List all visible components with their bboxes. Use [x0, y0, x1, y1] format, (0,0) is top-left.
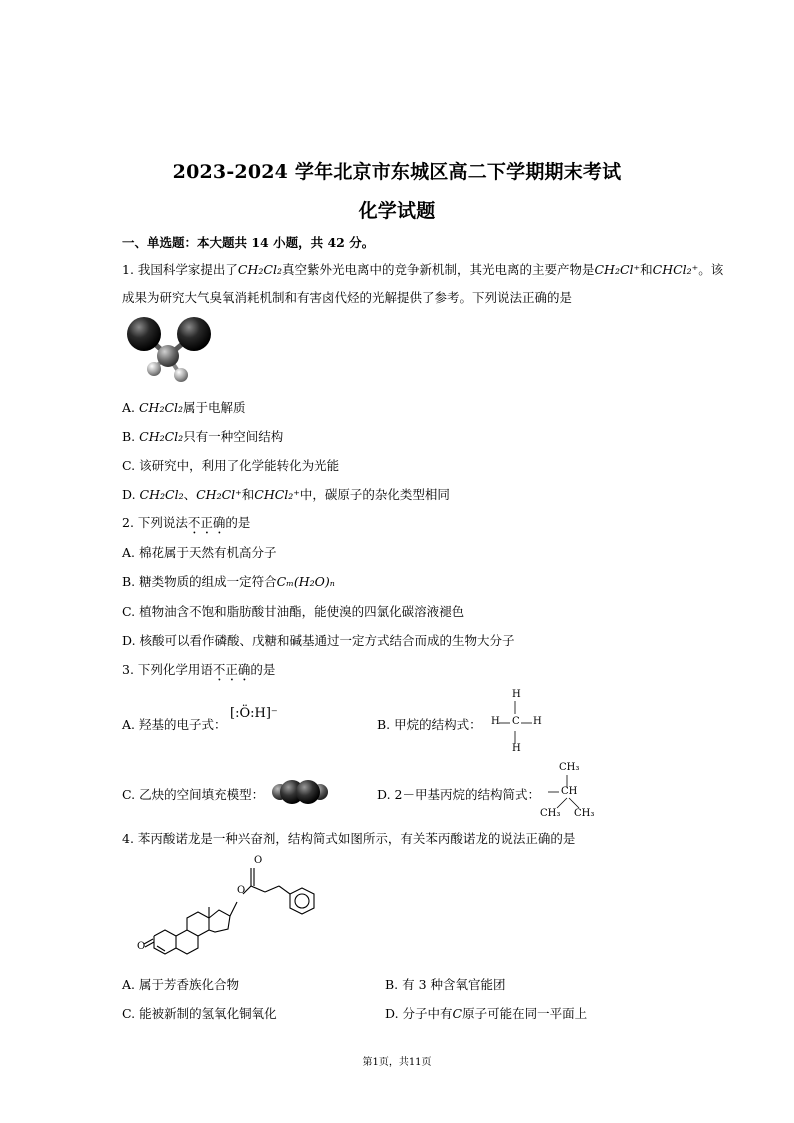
- q1-option-b-label: B.: [122, 429, 140, 444]
- page-footer: 第1页，共11页: [362, 1057, 432, 1068]
- q3-option-c[interactable]: C. 乙炔的空间填充模型：: [122, 787, 265, 802]
- q2-option-b[interactable]: [122, 572, 335, 590]
- q3-stem-a: 3. 下列化学用语: [122, 662, 213, 677]
- exam-title: 2023-2024 学年北京市东城区高二下学期期末考试: [172, 161, 622, 183]
- q3-option-d[interactable]: D. 2－甲基丙烷的结构简式：: [377, 787, 540, 802]
- q4-option-a[interactable]: A. 属于芳香族化合物: [122, 977, 239, 992]
- q2-stem-emphasis: 不正确: [187, 515, 226, 530]
- q1-option-d-formula-1: CH₂Cl₂: [139, 487, 184, 502]
- q4-option-d-text-a: D. 分子中有: [385, 1006, 453, 1021]
- q1-option-d-label: D.: [122, 487, 140, 502]
- q1-option-d-text: 中，碳原子的杂化类型相同: [299, 487, 450, 502]
- methane-h-left: H: [491, 716, 500, 727]
- q4-option-d[interactable]: [385, 1004, 587, 1022]
- q1-option-d[interactable]: [122, 485, 450, 503]
- ester-carbonyl-o: O: [254, 855, 263, 866]
- q1-option-c[interactable]: C. 该研究中，利用了化学能转化为光能: [122, 458, 340, 473]
- q2-option-d[interactable]: D. 核酸可以看作磷酸、戊糖和碱基通过一定方式结合而成的生物大分子: [122, 633, 515, 648]
- q1-option-d-formula-2: CH₂Cl⁺: [196, 487, 242, 502]
- isobutane-ch3-right: CH₃: [574, 808, 595, 819]
- q1-option-a-label: A.: [122, 400, 139, 415]
- q1-option-a-formula: CH₂Cl₂: [138, 400, 184, 415]
- q2-option-a[interactable]: A. 棉花属于天然有机高分子: [122, 545, 277, 560]
- q1-option-d-sep: 、: [183, 487, 197, 502]
- q2-stem-a: 2. 下列说法: [122, 515, 188, 530]
- q1-stem-line2: 成果为研究大气臭氧消耗机制和有害卤代烃的光解提供了参考。下列说法正确的是: [122, 290, 573, 305]
- q4-stem: 4. 苯丙酸诺龙是一种兴奋剂，结构简式如图所示，有关苯丙酸诺龙的说法正确的是: [122, 831, 576, 846]
- methane-c-center: C: [512, 716, 520, 727]
- q1-option-b-text: 只有一种空间结构: [183, 429, 284, 444]
- q3-option-b[interactable]: B. 甲烷的结构式：: [377, 717, 482, 732]
- isobutane-ch3-top: CH₃: [559, 762, 580, 773]
- q3-option-a[interactable]: [122, 715, 226, 733]
- q1-product-2: CHCl₂⁺: [652, 262, 699, 277]
- q1-stem-text-c: 。该: [698, 262, 724, 277]
- q1-option-a-text: 属于电解质: [183, 400, 246, 415]
- q4-option-d-c: C: [452, 1006, 463, 1021]
- acetylene-space-filling-model: [270, 776, 330, 808]
- q4-option-b[interactable]: B. 有 3 种含氧官能团: [385, 977, 506, 992]
- methane-h-bottom: H: [512, 743, 521, 754]
- isobutane-ch-center: CH: [561, 786, 578, 797]
- q1-stem-line1: [122, 260, 723, 278]
- q1-product-1: CH₂Cl⁺: [594, 262, 641, 277]
- q1-option-b[interactable]: [122, 427, 283, 445]
- q2-option-b-formula: Cₘ(H₂O)ₙ: [276, 574, 335, 589]
- q3-stem-b: 的是: [250, 662, 276, 677]
- q1-option-d-formula-3: CHCl₂⁺: [254, 487, 300, 502]
- ester-bridge-o: O: [237, 885, 246, 896]
- q4-option-d-text-b: 原子可能在同一平面上: [462, 1006, 588, 1021]
- q2-stem: [122, 513, 250, 537]
- q2-stem-b: 的是: [225, 515, 251, 530]
- q2-option-b-text: B. 糖类物质的组成一定符合: [122, 574, 277, 589]
- methane-h-right: H: [533, 716, 542, 727]
- q1-formula-ch2cl2: CH₂Cl₂: [237, 262, 282, 277]
- q1-stem-text-a: 1. 我国科学家提出了: [122, 262, 238, 277]
- q3-stem-emphasis: 不正确: [212, 662, 251, 677]
- q1-and: 和: [640, 262, 653, 277]
- q2-option-c[interactable]: C. 植物油含不饱和脂肪酸甘油酯，能使溴的四氯化碳溶液褪色: [122, 604, 465, 619]
- methane-bonds: [488, 688, 548, 758]
- q1-option-a[interactable]: [122, 398, 246, 416]
- isobutane-bonds: [545, 770, 595, 815]
- q3-option-a-text: A. 羟基的电子式：: [122, 717, 227, 732]
- methane-h-top: H: [512, 689, 521, 700]
- nandrolone-phenylpropionate-structure: [130, 850, 330, 970]
- section-header: 一、单选题：本大题共 14 小题，共 42 分。: [122, 235, 375, 250]
- hydroxyl-electron-formula: [:Ö:H]⁻: [230, 706, 278, 721]
- q4-option-c[interactable]: C. 能被新制的氢氧化铜氧化: [122, 1006, 277, 1021]
- q1-option-b-formula: CH₂Cl₂: [139, 429, 184, 444]
- q3-stem: [122, 660, 275, 684]
- ch2cl2-ball-stick-model: [120, 312, 220, 390]
- q1-stem-text-b: 真空紫外光电离中的竞争新机制，其光电离的主要产物是: [281, 262, 595, 277]
- isobutane-ch3-left: CH₃: [540, 808, 561, 819]
- ketone-o: O: [137, 941, 146, 952]
- q1-option-d-and: 和: [241, 487, 255, 502]
- exam-subtitle: 化学试题: [358, 200, 436, 222]
